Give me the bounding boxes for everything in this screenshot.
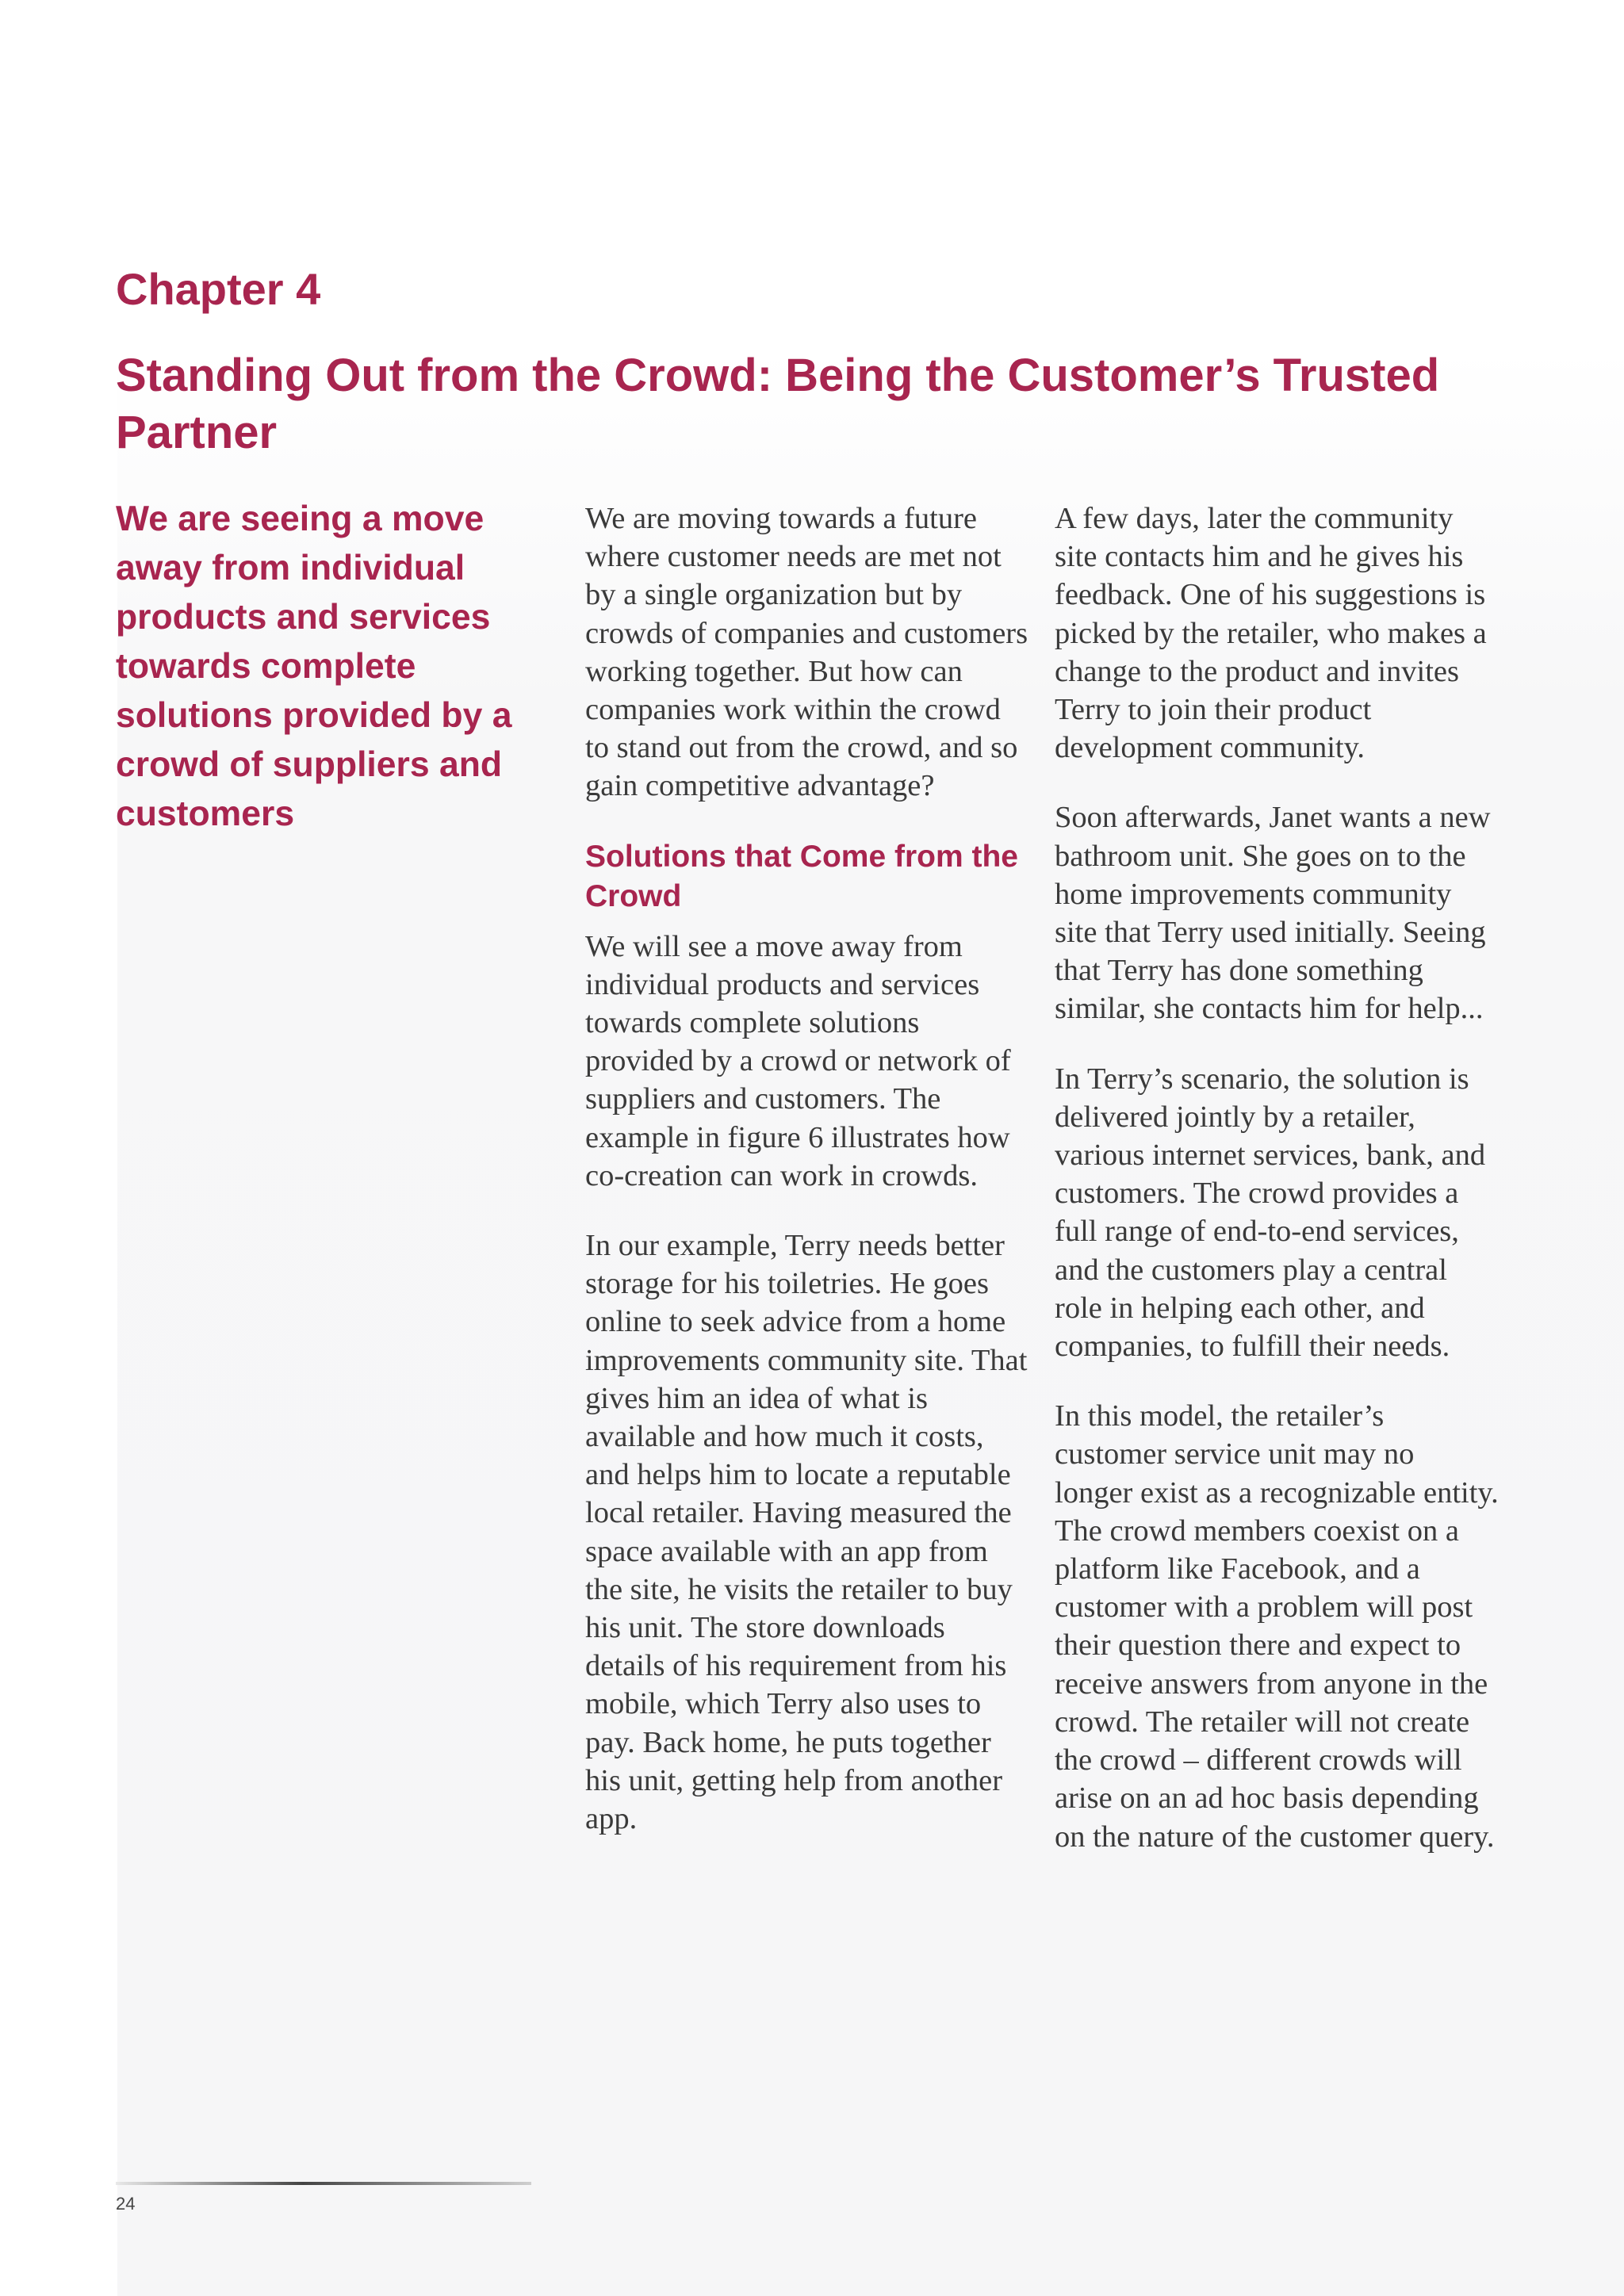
- body-column-right: [1055, 499, 1499, 1888]
- body-column-middle: [585, 499, 1029, 1869]
- intro-paragraph: We are moving towards a future where customer needs are met not by a single organization but by crowds of companies and customers working together. But how can companies work within the crowd to stand out from the crowd, and so gain competitive advantage?: [585, 502, 1028, 803]
- body-paragraph: In Terry’s scenario, the solution is delivered jointly by a retailer, various internet services, bank, and customers. The crowd provides a full range of end-to-end services, and the customers play a central role in helping each other, and companies, to fulfill their needs.: [1055, 1062, 1486, 1364]
- body-paragraph: In this model, the retailer’s customer service unit may no longer exist as a recognizable entity. The crowd members coexist on a platform like Facebook, and a customer with a problem will post their question there and expect to receive answers from anyone in the crowd. The retailer will not create the crowd – different crowds will arise on an ad hoc basis depending on the nature of the customer query.: [1055, 1399, 1499, 1854]
- body-paragraph: We will see a move away from individual products and services towards complete solutions provided by a crowd or network of suppliers and customers. The example in figure 6 illustrates how co-creation can work in crowds.: [585, 929, 1011, 1192]
- page-number: 24: [116, 2194, 136, 2214]
- body-paragraph: Soon afterwards, Janet wants a new bathroom unit. She goes on to the home improvements community site that Terry used initially. Seeing that Terry has done something similar, she contacts him for help...: [1055, 801, 1491, 1026]
- section-heading: Solutions that Come from the Crowd: [585, 839, 1018, 913]
- chapter-label: Chapter 4: [116, 264, 321, 314]
- footer-divider: [116, 2182, 531, 2185]
- chapter-title: Standing Out from the Crowd: Being the Customer’s Trusted Partner: [116, 350, 1440, 458]
- body-paragraph: In our example, Terry needs better storage for his toiletries. He goes online to seek advice from a home improvements community site. That gives him an idea of what is available and how much it costs, and helps him to locate a reputable local retailer. Having measured the space available with an app from the site, he visits the retailer to buy his unit. The store downloads details of his requirement from his mobile, which Terry also uses to pay. Back home, he puts together his unit, getting help from another app.: [585, 1229, 1028, 1836]
- body-paragraph: A few days, later the community site contacts him and he gives his feedback. One of his suggestions is picked by the retailer, who makes a change to the product and invites Terry to join their product development community.: [1055, 502, 1487, 765]
- pull-quote: We are seeing a move away from individual products and services towards complete solutions provided by a crowd of suppliers and customers: [116, 499, 512, 833]
